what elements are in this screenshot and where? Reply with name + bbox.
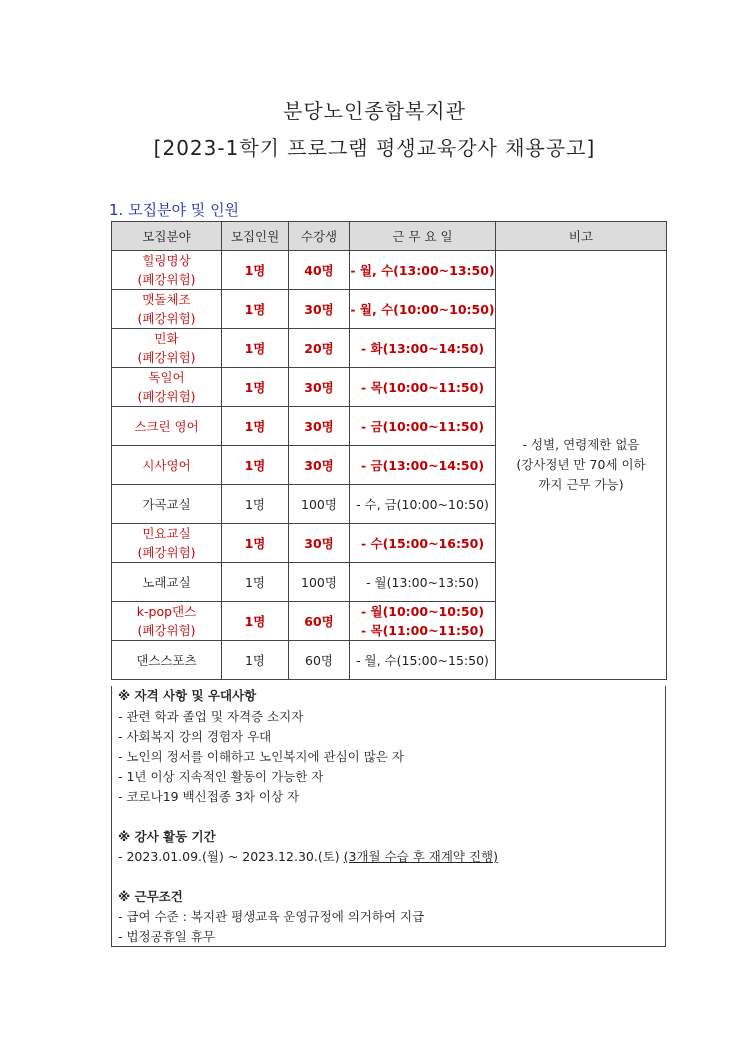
header-students: 수강생 [289, 222, 350, 251]
schedule-line: - 금(10:00~11:50) [360, 418, 485, 434]
students-cell: 30명 [289, 524, 350, 563]
count-cell: 1명 [222, 329, 289, 368]
count-cell: 1명 [222, 446, 289, 485]
count-cell: 1명 [222, 485, 289, 524]
header-note: 비고 [496, 222, 667, 251]
field-cell [112, 251, 222, 290]
period-note: (3개월 수습 후 재계약 진행) [343, 849, 498, 864]
document-subtitle: [2023-1학기 프로그램 평생교육강사 채용공고] [153, 136, 596, 160]
schedule-cell [350, 368, 496, 407]
students-cell: 60명 [289, 641, 350, 680]
header-schedule: 근 무 요 일 [350, 222, 496, 251]
note-cell [496, 251, 667, 680]
count-cell: 1명 [222, 641, 289, 680]
field-cell [112, 290, 222, 329]
field-name: 가곡교실 [142, 496, 191, 512]
schedule-line: - 금(13:00~14:50) [360, 457, 485, 473]
qualifications-heading: ※ 자격 사항 및 우대사항 [118, 688, 257, 703]
field-name: 댄스스포츠 [136, 652, 197, 668]
schedule-cell [350, 563, 496, 602]
period-dates: - 2023.01.09.(월) ~ 2023.12.30.(토) [118, 849, 344, 864]
field-cell [112, 368, 222, 407]
field-cell [112, 563, 222, 602]
list-item: - 노인의 정서를 이해하고 노인복지에 관심이 많은 자 [118, 749, 404, 764]
students-cell: 60명 [289, 602, 350, 641]
field-cell [112, 329, 222, 368]
field-warning: (폐강위험) [137, 389, 196, 404]
section-heading: 1. 모집분야 및 인원 [109, 201, 240, 219]
field-name: 노래교실 [142, 574, 191, 590]
period-text [118, 847, 498, 865]
list-item: - 1년 이상 지속적인 활동이 가능한 자 [118, 769, 324, 784]
schedule-cell [350, 407, 496, 446]
count-cell: 1명 [222, 563, 289, 602]
note-line: (강사정년 만 70세 이하 [516, 457, 646, 472]
header-count: 모집인원 [222, 222, 289, 251]
field-name: 독일어 [148, 370, 185, 385]
schedule-cell [350, 641, 496, 680]
period-heading: ※ 강사 활동 기간 [118, 829, 216, 844]
field-cell [112, 407, 222, 446]
schedule-line: - 수(15:00~16:50) [360, 535, 485, 551]
list-item: - 관련 학과 졸업 및 자격증 소지자 [118, 709, 304, 724]
students-cell: 100명 [289, 563, 350, 602]
count-cell: 1명 [222, 524, 289, 563]
table-header-row [112, 222, 667, 251]
list-item: - 법정공휴일 휴무 [118, 929, 215, 944]
schedule-line: - 목(10:00~11:50) [360, 379, 485, 395]
document-title: 분당노인종합복지관 [283, 99, 466, 123]
schedule-cell [350, 446, 496, 485]
count-cell: 1명 [222, 290, 289, 329]
field-cell [112, 641, 222, 680]
schedule-line: - 월, 수(13:00~13:50) [350, 262, 495, 278]
details-box [111, 686, 666, 947]
students-cell: 30명 [289, 368, 350, 407]
field-name: 시사영어 [142, 457, 191, 473]
schedule-line: - 월, 수(10:00~10:50) [350, 301, 495, 317]
field-name: 스크린 영어 [134, 418, 199, 434]
students-cell: 40명 [289, 251, 350, 290]
field-cell [112, 485, 222, 524]
schedule-line: - 목(11:00~11:50) [360, 623, 485, 638]
schedule-line: - 수, 금(10:00~10:50) [356, 496, 489, 512]
conditions-heading: ※ 근무조건 [118, 889, 183, 904]
students-cell: 100명 [289, 485, 350, 524]
schedule-cell [350, 602, 496, 641]
field-name: 민화 [154, 331, 179, 346]
field-cell [112, 446, 222, 485]
field-name: k-pop댄스 [136, 604, 197, 619]
count-cell: 1명 [222, 407, 289, 446]
header-field: 모집분야 [112, 222, 222, 251]
field-name: 맷돌체조 [142, 292, 191, 307]
students-cell: 30명 [289, 290, 350, 329]
students-cell: 30명 [289, 446, 350, 485]
field-cell [112, 524, 222, 563]
field-name: 힐링명상 [142, 253, 191, 268]
note-line: - 성별, 연령제한 없음 [522, 437, 640, 452]
field-cell [112, 602, 222, 641]
schedule-cell [350, 485, 496, 524]
field-warning: (폐강위험) [137, 311, 196, 326]
schedule-cell [350, 524, 496, 563]
list-item: - 사회복지 강의 경험자 우대 [118, 729, 272, 744]
count-cell: 1명 [222, 251, 289, 290]
table-row [112, 251, 667, 290]
schedule-cell [350, 290, 496, 329]
schedule-cell [350, 329, 496, 368]
field-name: 민요교실 [142, 526, 191, 541]
recruitment-table [111, 221, 667, 680]
schedule-line: - 월, 수(15:00~15:50) [356, 652, 489, 668]
schedule-line: - 월(13:00~13:50) [366, 574, 479, 590]
field-warning: (폐강위험) [137, 623, 196, 638]
count-cell: 1명 [222, 602, 289, 641]
students-cell: 20명 [289, 329, 350, 368]
schedule-line: - 월(10:00~10:50) [360, 604, 485, 619]
field-warning: (폐강위험) [137, 545, 196, 560]
schedule-line: - 화(13:00~14:50) [360, 340, 485, 356]
list-item: - 급여 수준 : 복지관 평생교육 운영규정에 의거하여 지급 [118, 909, 425, 924]
count-cell: 1명 [222, 368, 289, 407]
note-line: 까지 근무 가능) [538, 477, 624, 492]
students-cell: 30명 [289, 407, 350, 446]
schedule-cell [350, 251, 496, 290]
field-warning: (폐강위험) [137, 272, 196, 287]
list-item: - 코로나19 백신접종 3차 이상 자 [118, 789, 300, 804]
field-warning: (폐강위험) [137, 350, 196, 365]
